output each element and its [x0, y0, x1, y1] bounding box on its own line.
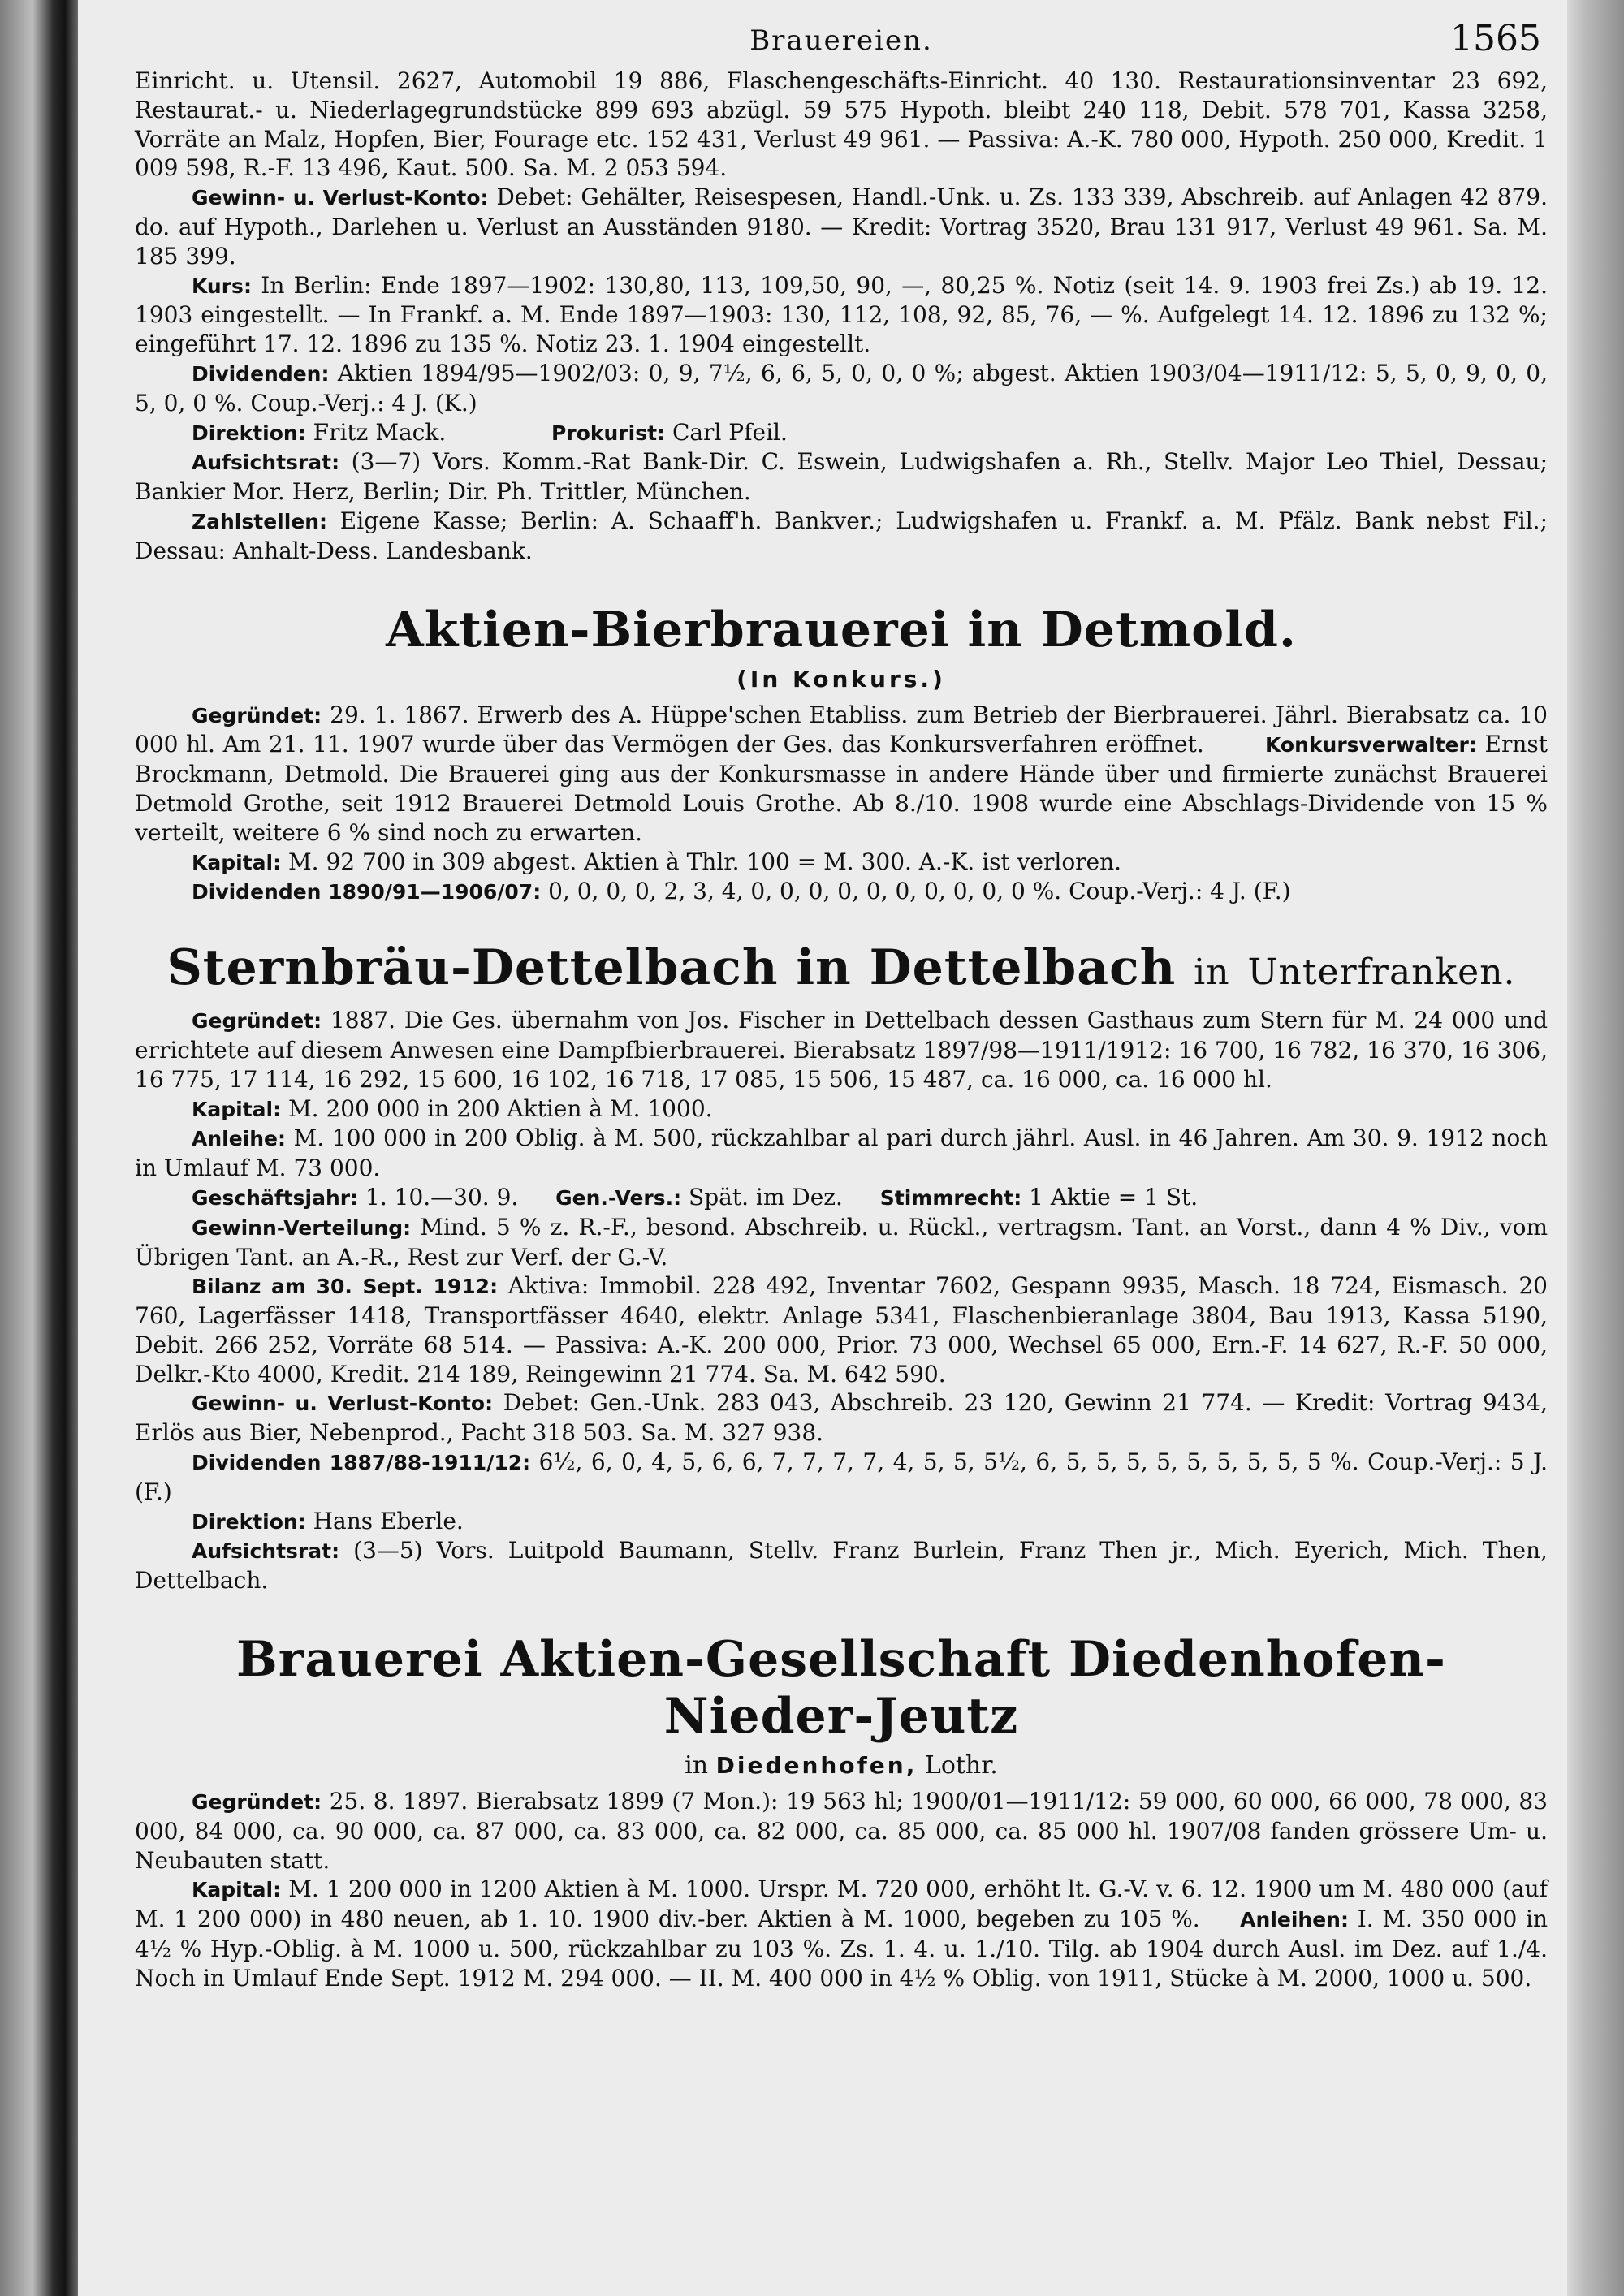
balance-sheet	[135, 1271, 1548, 1388]
para-label-3: Stimmrecht:	[879, 1185, 1022, 1210]
para-text: 1. 10.—30. 9.	[365, 1183, 519, 1211]
para-label: Aufsichtsrat:	[192, 451, 340, 475]
para-label: Kurs:	[192, 274, 252, 298]
para-label: Aufsichtsrat:	[192, 1539, 340, 1564]
para-text: M. 200 000 in 200 Aktien à M. 1000.	[288, 1094, 713, 1122]
para-text: M. 92 700 in 309 abgest. Aktien à Thlr. 100 = M. 300. A.-K. ist verloren.	[288, 848, 1122, 875]
founded	[135, 1787, 1548, 1875]
para-label: Kapital:	[192, 1878, 282, 1902]
para-label: Bilanz am 30. Sept. 1912:	[192, 1275, 499, 1299]
para-label-2: Konkursverwalter:	[1264, 733, 1477, 757]
para-text-2: Spät. im Dez.	[689, 1183, 843, 1211]
para-text: M. 100 000 in 200 Oblig. à M. 500, rückzahlbar al pari durch jährl. Ausl. in 46 Jahren. Am 30. 9. 1912 noch in Umlauf M. 73 000.	[135, 1124, 1548, 1182]
para-label: Gegründet:	[192, 703, 322, 727]
para-label: Direktion:	[192, 421, 306, 445]
para-label: Kapital:	[192, 850, 282, 874]
para-label: Dividenden 1890/91—1906/07:	[192, 880, 542, 904]
fiscal-year	[135, 1183, 1548, 1213]
page-number: 1565	[1450, 18, 1541, 59]
entry-detmold	[135, 602, 1548, 908]
subline-pre: in	[685, 1751, 709, 1780]
founded	[135, 1006, 1548, 1094]
profit-loss-account	[135, 183, 1548, 270]
para-label: Anleihe:	[192, 1127, 286, 1151]
founded	[135, 701, 1548, 848]
heading-main: Sternbräu-Dettelbach in Dettelbach	[166, 939, 1177, 997]
para-text: Fritz Mack.	[313, 418, 447, 446]
para-label-2: Gen.-Vers.:	[555, 1185, 682, 1210]
para-label: Zahlstellen:	[192, 509, 328, 533]
para-text: 6½, 6, 0, 4, 5, 6, 6, 7, 7, 7, 7, 4, 5, 5, 5½, 6, 5, 5, 5, 5, 5, 5, 5, 5, 5 %. Coup.-Verj.: 5 J. (F.)	[135, 1448, 1548, 1505]
heading-mid: in	[1194, 952, 1230, 994]
para-text: Einricht. u. Utensil. 2627, Automobil 19 886, Flaschengeschäfts-Einricht. 40 130. Restaurationsinventar 23 692, Restaurat.- u. Niederlagegrundstücke 899 693 abzügl. 59 575 Hypoth. bleibt 240 118, Debit. 578 701, Kassa 3258, Vorräte an Malz, Hopfen, Bier, Fourage etc. 152 431, Verlust 49 961. — Passiva: A.-K. 780 000, Hypoth. 250 000, Kredit. 1 009 598, R.-F. 13 496, Kaut. 500. Sa. M. 2 053 594.	[135, 67, 1548, 182]
para-text: In Berlin: Ende 1897—1902: 130,80, 113, 109,50, 90, —, 80,25 %. Notiz (seit 14. 9. 1903 frei Zs.) ab 19. 12. 1903 eingestellt. — In Frankf. a. M. Ende 1897—1903: 130, 112, 108, 92, 85, 76, — %. Aufgelegt 14. 12. 1896 zu 132 %; eingeführt 17. 12. 1896 zu 135 %. Notiz 23. 1. 1904 eingestellt.	[135, 271, 1548, 358]
para-text: Mind. 5 % z. R.-F., besond. Abschreib. u. Rückl., vertragsm. Tant. an Vorst., dann 4 % Div., vom Übrigen Tant. an A.-R., Rest zur Verf. der G.-V.	[135, 1213, 1548, 1271]
para-text-2: Carl Pfeil.	[672, 418, 788, 446]
subline-bold: Diedenhofen,	[715, 1752, 918, 1780]
supervisory-board	[135, 447, 1548, 507]
para-text: M. 1 200 000 in 1200 Aktien à M. 1000. Urspr. M. 720 000, erhöht lt. G.-V. v. 6. 12. 1900 um M. 480 000 (auf M. 1 200 000) in 480 neuen, ab 1. 10. 1900 div.-ber. Aktien à M. 1000, begeben zu 105 %.	[135, 1875, 1548, 1933]
management	[135, 1507, 1548, 1537]
para-label: Gewinn- u. Verlust-Konto:	[192, 186, 489, 210]
para-label: Gegründet:	[192, 1009, 322, 1034]
para-text: 1887. Die Ges. übernahm von Jos. Fischer in Dettelbach dessen Gasthaus zum Stern für M. 24 000 und errichtete auf diesem Anwesen eine Dampfbierbrauerei. Bierabsatz 1897/98—1911/1912: 16 700, 16 782, 16 370, 16 306, 16 775, 17 114, 16 292, 15 600, 16 102, 16 718, 17 085, 15 506, 15 487, ca. 16 000, ca. 16 000 hl.	[135, 1007, 1548, 1093]
running-header	[135, 15, 1548, 67]
para-text-2: Ernst Brockmann, Detmold. Die Brauerei ging aus der Konkursmasse in andere Hände über und firmierte zunächst Brauerei Detmold Grothe, seit 1912 Brauerei Detmold Louis Grothe. Ab 8./10. 1908 wurde eine Abschlags-Dividende von 15 % verteilt, weitere 6 % sind noch zu erwarten.	[135, 731, 1548, 846]
para-text: Debet: Gen.-Unk. 283 043, Abschreib. 23 120, Gewinn 21 774. — Kredit: Vortrag 9434, Erlös aus Bier, Nebenprod., Pacht 318 503. Sa. M. 327 938.	[135, 1389, 1548, 1447]
entry-location	[135, 1750, 1548, 1782]
entry-sternbraeu	[135, 939, 1548, 1595]
page-content	[135, 15, 1548, 1993]
share-price	[135, 271, 1548, 359]
para-label: Gegründet:	[192, 1790, 322, 1815]
para-text: 25. 8. 1897. Bierabsatz 1899 (7 Mon.): 19 563 hl; 1900/01—1911/12: 59 000, 60 000, 66 000, 78 000, 83 000, 84 000, ca. 90 000, ca. 87 000, ca. 83 000, ca. 82 000, ca. 85 000, ca. 85 000 hl. 1907/08 fanden grössere Um- u. Neubauten statt.	[135, 1788, 1548, 1874]
para-label: Dividenden:	[192, 361, 330, 386]
para-label: Gewinn- u. Verlust-Konto:	[192, 1392, 494, 1416]
entry-diedenhofen	[135, 1631, 1548, 1993]
balance-continuation	[135, 67, 1548, 183]
profit-loss-account	[135, 1388, 1548, 1448]
heading-tail: Unterfranken.	[1247, 952, 1516, 994]
para-label: Direktion:	[192, 1509, 306, 1534]
management	[135, 418, 1548, 448]
para-text: Hans Eberle.	[313, 1507, 464, 1534]
para-text: 29. 1. 1867. Erwerb des A. Hüppe'schen Etabliss. zum Betrieb der Bierbrauerei. Jährl. Bierabsatz ca. 10 000 hl. Am 21. 11. 1907 wurde über das Vermögen der Ges. das Konkursverfahren eröffnet.	[135, 701, 1548, 758]
entry-heading: Aktien-Bierbrauerei in Detmold.	[386, 601, 1297, 658]
subline-post: Lothr.	[924, 1751, 998, 1780]
para-label-2: Anleihen:	[1240, 1908, 1349, 1932]
para-text: (3—5) Vors. Luitpold Baumann, Stellv. Franz Burlein, Franz Then jr., Mich. Eyerich, Mich. Then, Dettelbach.	[135, 1537, 1548, 1595]
para-label: Geschäftsjahr:	[192, 1185, 359, 1210]
entry-subheading: (In Konkurs.)	[736, 665, 946, 693]
para-text: Debet: Gehälter, Reisespesen, Handl.-Unk. u. Zs. 133 339, Abschreib. auf Anlagen 42 879. do. auf Hypoth., Darlehen u. Verlust an Ausständen 9180. — Kredit: Vortrag 3520, Brau 131 917, Verlust 49 961. Sa. M. 185 399.	[135, 183, 1548, 270]
paying-agents	[135, 507, 1548, 566]
para-label: Dividenden 1887/88-1911/12:	[192, 1451, 531, 1475]
dividends	[135, 877, 1548, 907]
dividends	[135, 1448, 1548, 1507]
entry-heading	[135, 939, 1548, 1001]
para-text-2: I. M. 350 000 in 4½ % Hyp.-Oblig. à M. 1000 u. 500, rückzahlbar zu 103 %. Zs. 1. 4. u. 1./10. Tilg. ab 1904 durch Ausl. im Dez. auf 1./4. Noch in Umlauf Ende Sept. 1912 M. 294 000. — II. M. 400 000 in 4½ % Oblig. von 1911, Stücke à M. 2000, 1000 u. 500.	[135, 1905, 1548, 1992]
capital	[135, 1875, 1548, 1992]
para-text: Aktiva: Immobil. 228 492, Inventar 7602, Gespann 9935, Masch. 18 724, Eismasch. 20 760, Lagerfässer 1418, Transportfässer 4640, elektr. Anlage 5341, Flaschenbieranlage 3804, Bau 1913, Kassa 5190, Debit. 266 252, Vorräte 68 514. — Passiva: A.-K. 200 000, Prior. 73 000, Wechsel 65 000, Ern.-F. 14 627, R.-F. 50 000, Delkr.-Kto 4000, Kredit. 214 189, Reingewinn 21 774. Sa. M. 642 590.	[135, 1272, 1548, 1388]
para-text: 0, 0, 0, 0, 2, 3, 4, 0, 0, 0, 0, 0, 0, 0, 0, 0, 0 %. Coup.-Verj.: 4 J. (F.)	[548, 878, 1291, 905]
capital	[135, 848, 1548, 878]
book-gutter	[0, 0, 78, 2296]
capital	[135, 1094, 1548, 1124]
supervisory-board	[135, 1536, 1548, 1595]
para-label: Gewinn-Verteilung:	[192, 1215, 412, 1240]
para-label-2: Prokurist:	[551, 421, 666, 445]
dividends	[135, 359, 1548, 418]
page-edge	[1567, 0, 1624, 2296]
running-title: Brauereien.	[749, 24, 933, 57]
para-text: (3—7) Vors. Komm.-Rat Bank-Dir. C. Eswein, Ludwigshafen a. Rh., Stellv. Major Leo Thiel, Dessau; Bankier Mor. Herz, Berlin; Dir. Ph. Trittler, München.	[135, 448, 1548, 506]
entry-heading: Brauerei Aktien-Gesellschaft Diedenhofen-Nieder-Jeutz	[236, 1631, 1446, 1746]
entry-continuation	[135, 67, 1548, 566]
para-text-3: 1 Aktie = 1 St.	[1029, 1183, 1199, 1211]
para-text: Aktien 1894/95—1902/03: 0, 9, 7½, 6, 6, 5, 0, 0, 0 %; abgest. Aktien 1903/04—1911/12: 5, 5, 0, 9, 0, 0, 5, 0, 0 %. Coup.-Verj.: 4 J. (K.)	[135, 359, 1548, 416]
para-label: Kapital:	[192, 1097, 282, 1121]
bond	[135, 1124, 1548, 1183]
document-page	[78, 0, 1567, 2296]
para-text: Eigene Kasse; Berlin: A. Schaaff'h. Bankver.; Ludwigshafen u. Frankf. a. M. Pfälz. Bank nebst Fil.; Dessau: Anhalt-Dess. Landesbank.	[135, 507, 1548, 564]
profit-distribution	[135, 1213, 1548, 1272]
